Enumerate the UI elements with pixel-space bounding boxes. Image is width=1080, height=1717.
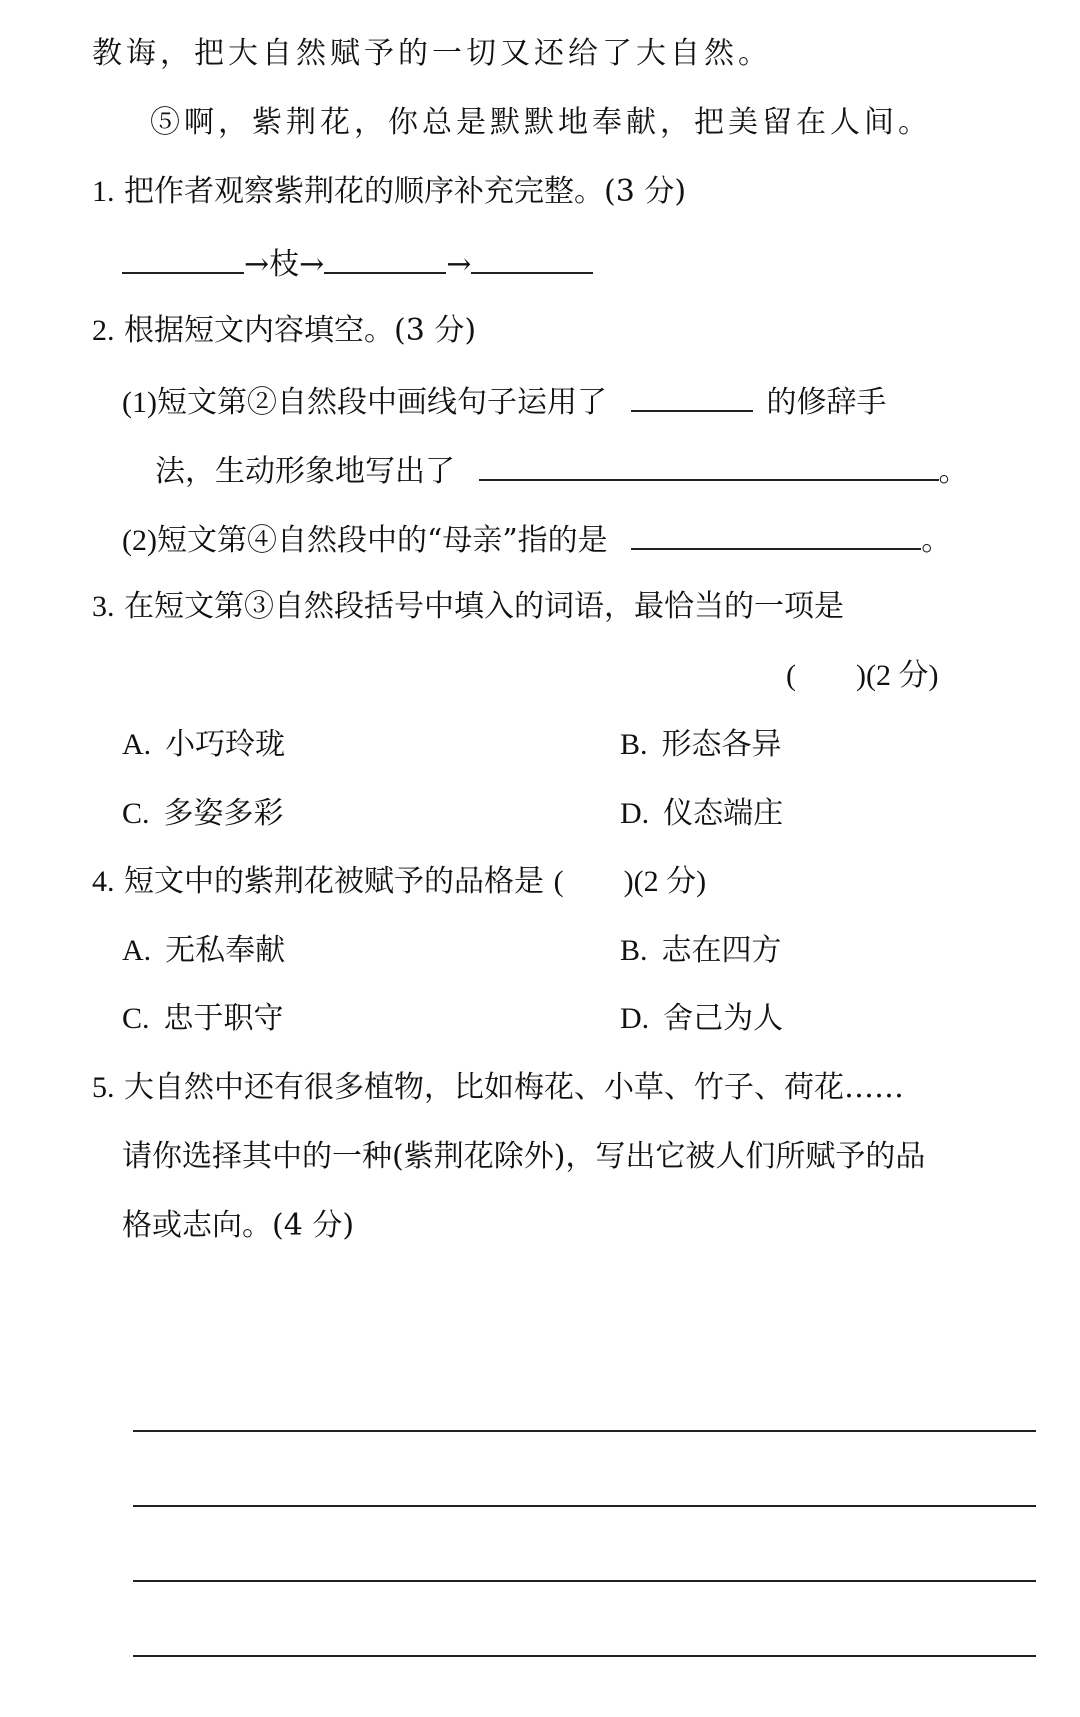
passage-line-continuation: 教诲，把大自然赋予的一切又还给了大自然。 (92, 36, 772, 71)
answer-blank-3[interactable] (471, 242, 593, 274)
question-2-sub-1-line2 (155, 449, 969, 492)
question-text: 把作者观察紫荆花的顺序补充完整。(3 分) (124, 174, 687, 209)
question-text-line1: 大自然中还有很多植物，比如梅花、小草、竹子、荷花…… (124, 1070, 905, 1105)
sub-label: (2) (122, 524, 157, 557)
option-letter: A. (122, 934, 152, 967)
option-c[interactable] (122, 999, 284, 1039)
option-letter: D. (620, 1002, 650, 1035)
answer-blank-1[interactable] (122, 242, 244, 274)
option-text: 形态各异 (661, 727, 782, 762)
period: 。 (921, 523, 952, 558)
option-a[interactable] (122, 931, 285, 971)
question-5 (92, 1068, 904, 1108)
question-text: 短文中的紫荆花被赋予的品格是 (124, 864, 545, 899)
option-c[interactable] (122, 794, 284, 834)
answer-blank-2[interactable] (324, 242, 446, 274)
option-text: 多姿多彩 (163, 796, 284, 831)
question-number: 1. (92, 175, 115, 208)
question-3-answer-paren[interactable] (786, 656, 938, 696)
option-text: 无私奉献 (165, 933, 286, 968)
option-letter: A. (122, 728, 152, 761)
period: 。 (938, 454, 969, 489)
question-5-line2: 请你选择其中的一种(紫荆花除外)，写出它被人们所赋予的品 (122, 1139, 926, 1174)
sub-label: (1) (122, 386, 157, 419)
option-b[interactable] (620, 725, 782, 765)
question-number: 3. (92, 590, 115, 623)
paren-open: ( (786, 659, 796, 692)
arrow-branch-text: →枝→ (244, 247, 325, 282)
arrow-text: → (446, 247, 472, 282)
question-number: 5. (92, 1071, 115, 1104)
answer-line-2[interactable] (133, 1505, 1036, 1507)
question-1 (92, 172, 686, 212)
answer-line-4[interactable] (133, 1655, 1036, 1657)
answer-blank-mother[interactable] (631, 518, 921, 550)
option-letter: B. (620, 728, 648, 761)
paren-close-score: )(2 分) (623, 865, 707, 898)
question-number: 2. (92, 314, 115, 347)
option-text: 忠于职守 (163, 1001, 284, 1036)
paren-open: ( (553, 865, 564, 898)
option-text: 仪态端庄 (663, 796, 784, 831)
option-d[interactable] (620, 794, 783, 834)
option-letter: C. (122, 797, 150, 830)
sub-text-before: 短文第④自然段中的“母亲”指的是 (156, 523, 608, 558)
option-text: 志在四方 (661, 933, 782, 968)
option-letter: D. (620, 797, 650, 830)
paren-close-score: )(2 分) (856, 659, 939, 692)
question-3 (92, 587, 844, 627)
option-text: 舍己为人 (663, 1001, 784, 1036)
answer-blank-rhetoric[interactable] (631, 380, 753, 412)
question-2 (92, 311, 476, 351)
answer-blank-description[interactable] (479, 449, 939, 481)
answer-line-1[interactable] (133, 1430, 1036, 1432)
option-b[interactable] (620, 931, 782, 971)
question-2-sub-1 (122, 380, 887, 423)
option-a[interactable] (122, 725, 285, 765)
question-2-sub-2 (122, 518, 951, 561)
option-text: 小巧玲珑 (165, 727, 286, 762)
answer-line-3[interactable] (133, 1580, 1036, 1582)
sub-text-after: 的修辞手 (766, 385, 887, 420)
question-5-line3: 格或志向。(4 分) (122, 1208, 355, 1243)
question-1-fill-row (122, 242, 593, 285)
option-d[interactable] (620, 999, 783, 1039)
question-text: 在短文第③自然段括号中填入的词语，最恰当的一项是 (124, 589, 845, 624)
sub-text-before: 短文第②自然段中画线句子运用了 (156, 385, 607, 420)
question-4 (92, 862, 706, 902)
sub-line2-text: 法，生动形象地写出了 (155, 454, 455, 489)
passage-paragraph-5: ⑤啊，紫荆花，你总是默默地奉献，把美留在人间。 (150, 105, 932, 140)
option-letter: C. (122, 1002, 150, 1035)
question-text: 根据短文内容填空。(3 分) (124, 313, 477, 348)
option-letter: B. (620, 934, 648, 967)
question-number: 4. (92, 865, 115, 898)
